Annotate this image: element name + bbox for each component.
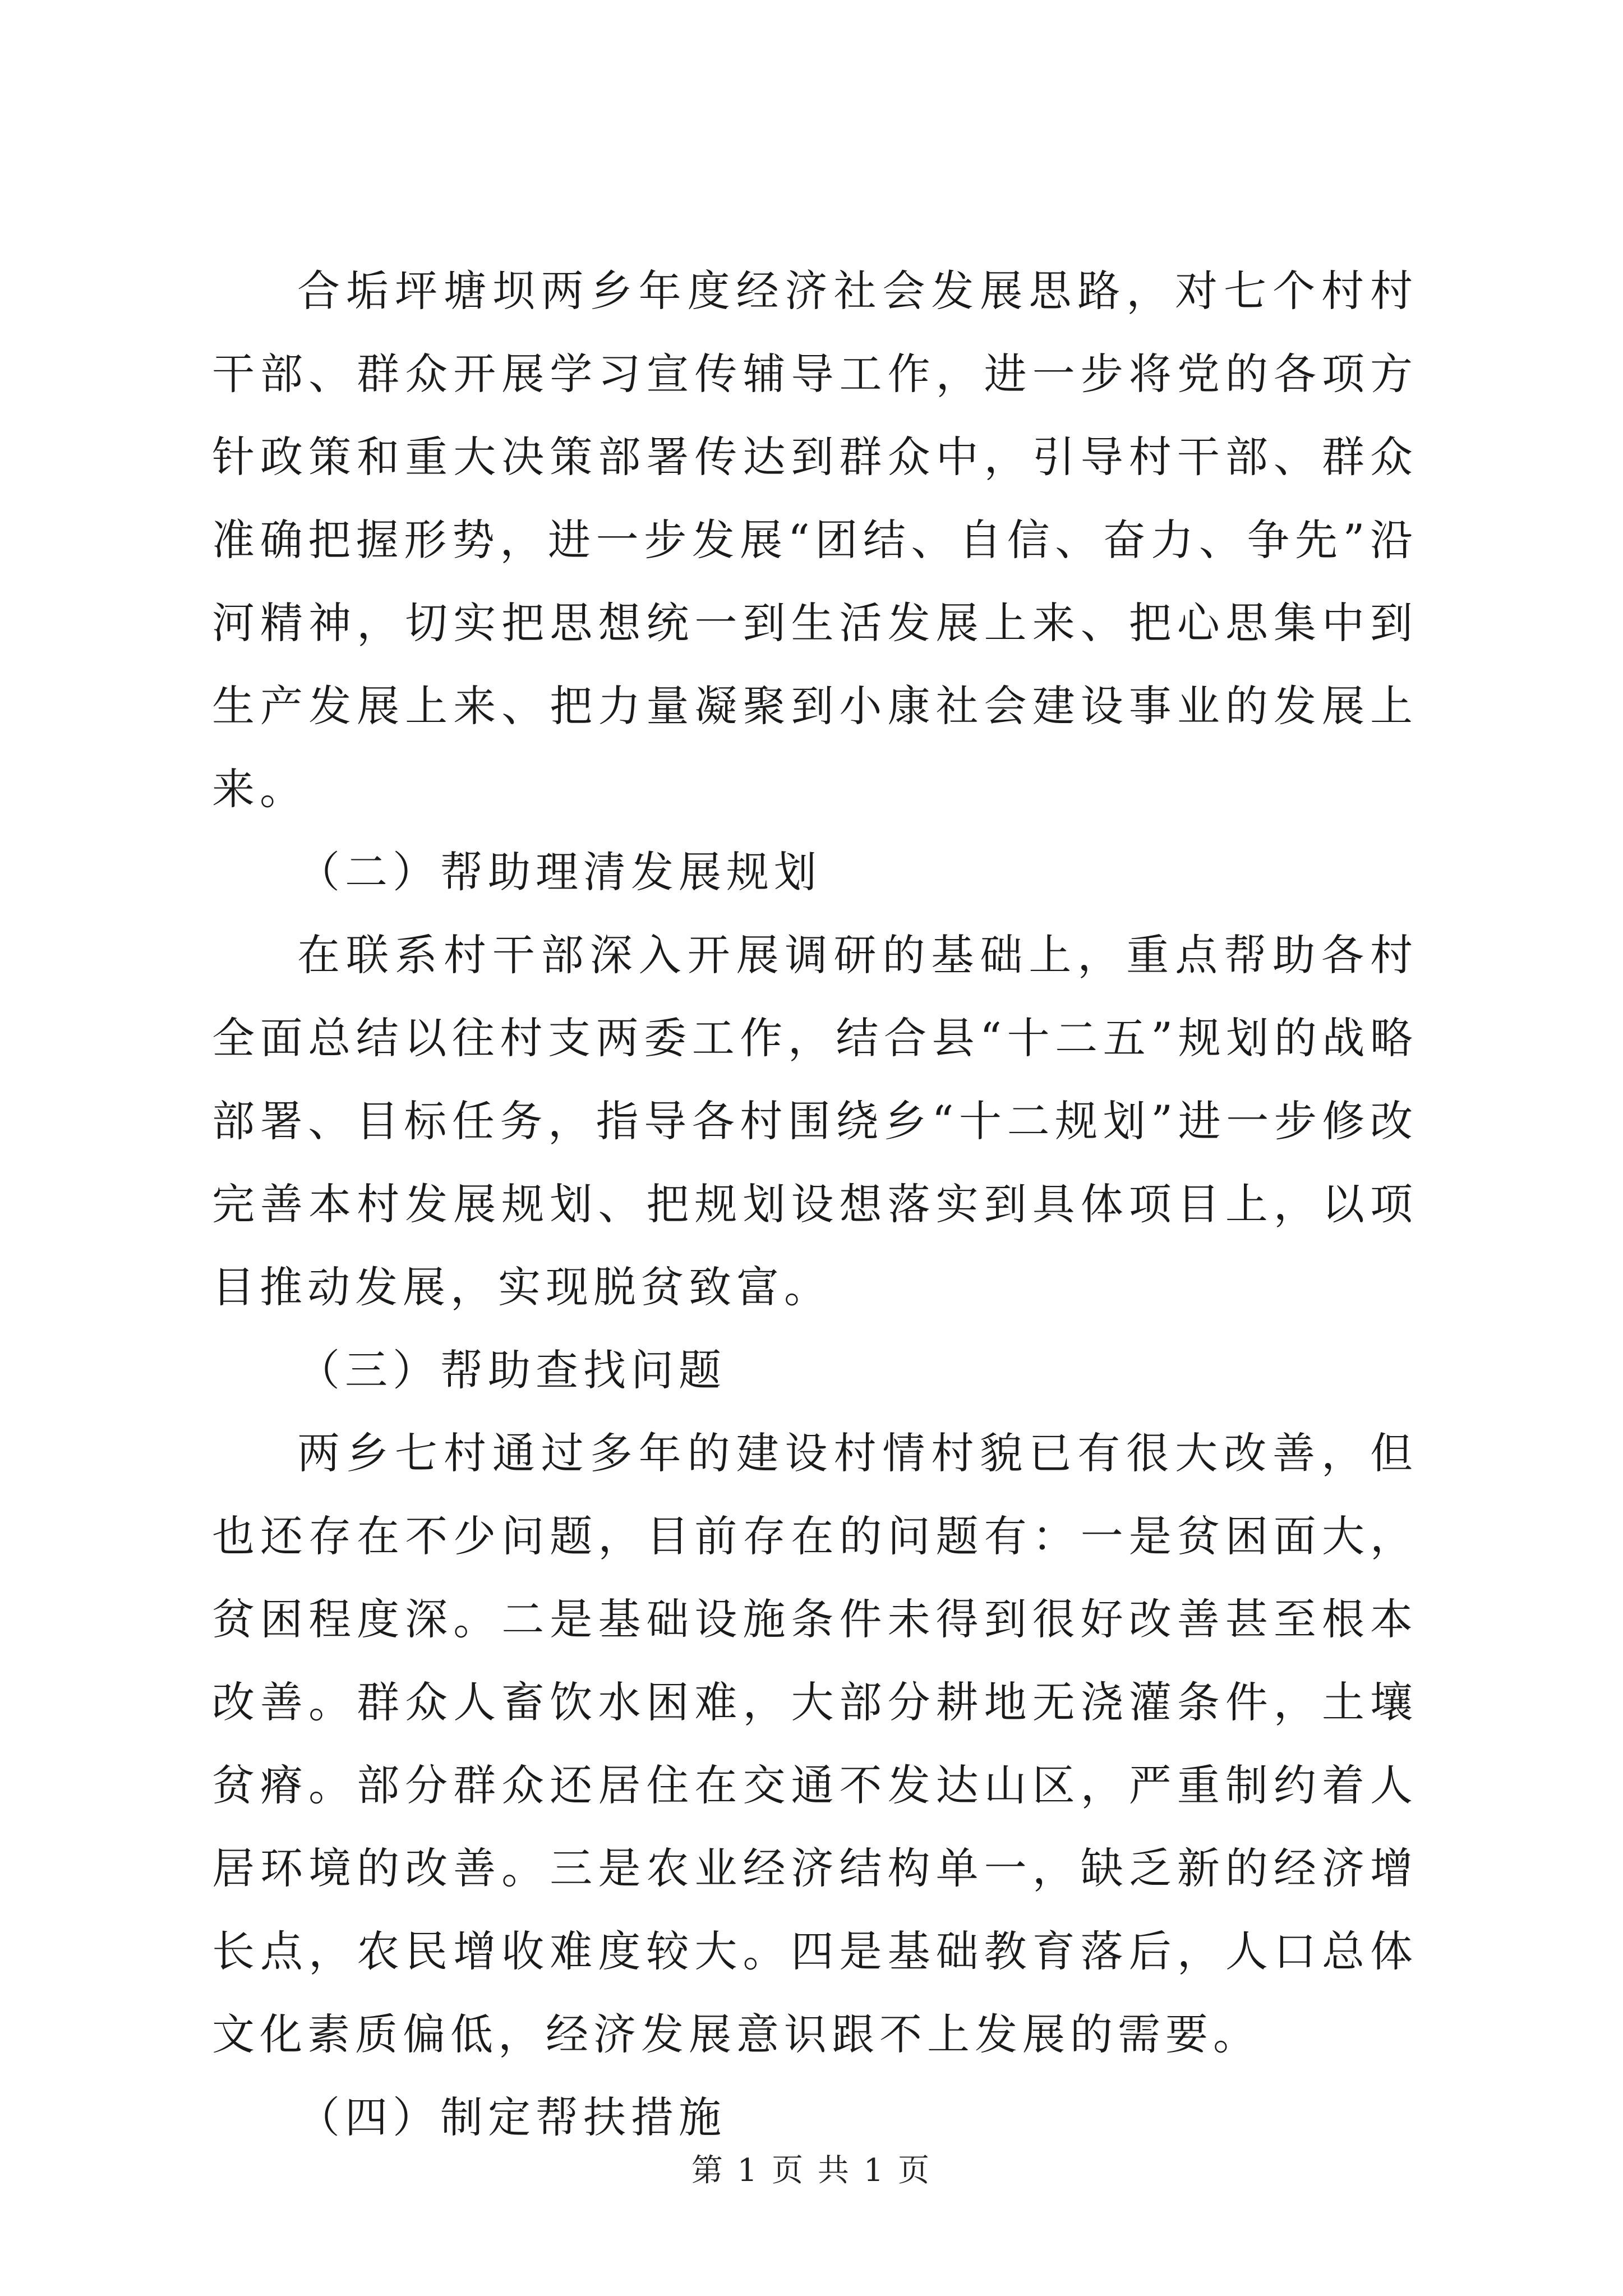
section-heading-problems: （三）帮助查找问题 bbox=[297, 1345, 726, 1395]
section-heading-planning: （二）帮助理清发展规划 bbox=[297, 847, 822, 897]
paragraph-development-ideas: 合垢坪塘坝两乡年度经济社会发展思路，对七个村村干部、群众开展学习宣传辅导工作，进一步将党的各项方针政策和重大决策部署传达到群众中，引导村干部、群众准确把握形势，进一步发展“团结、自信、奋力、争先”沿河精神，切实把思想统一到生活发展上来、把心思集中到生产发展上来、把力量凝聚到小康社会建设事业的发展上来。 bbox=[212, 266, 1418, 814]
paragraph-planning: 在联系村干部深入开展调研的基础上，重点帮助各村全面总结以往村支两委工作，结合县“十二五”规划的战略部署、目标任务，指导各村围绕乡“十二规划”进一步修改完善本村发展规划、把规划设想落实到具体项目上，以项目推动发展，实现脱贫致富。 bbox=[212, 930, 1418, 1312]
paragraph-problems: 两乡七村通过多年的建设村情村貌已有很大改善，但也还存在不少问题，目前存在的问题有：一是贫困面大，贫困程度深。二是基础设施条件未得到很好改善甚至根本改善。群众人畜饮水困难，大部分耕地无浇灌条件，土壤贫瘠。部分群众还居住在交通不发达山区，严重制约着人居环境的改善。三是农业经济结构单一，缺乏新的经济增长点，农民增收难度较大。四是基础教育落后，人口总体文化素质偏低，经济发展意识跟不上发展的需要。 bbox=[212, 1428, 1418, 2059]
section-heading-measures: （四）制定帮扶措施 bbox=[297, 2092, 726, 2142]
page-number-footer: 第 1 页 共 1 页 bbox=[691, 2152, 932, 2189]
document-body bbox=[212, 250, 1418, 2159]
